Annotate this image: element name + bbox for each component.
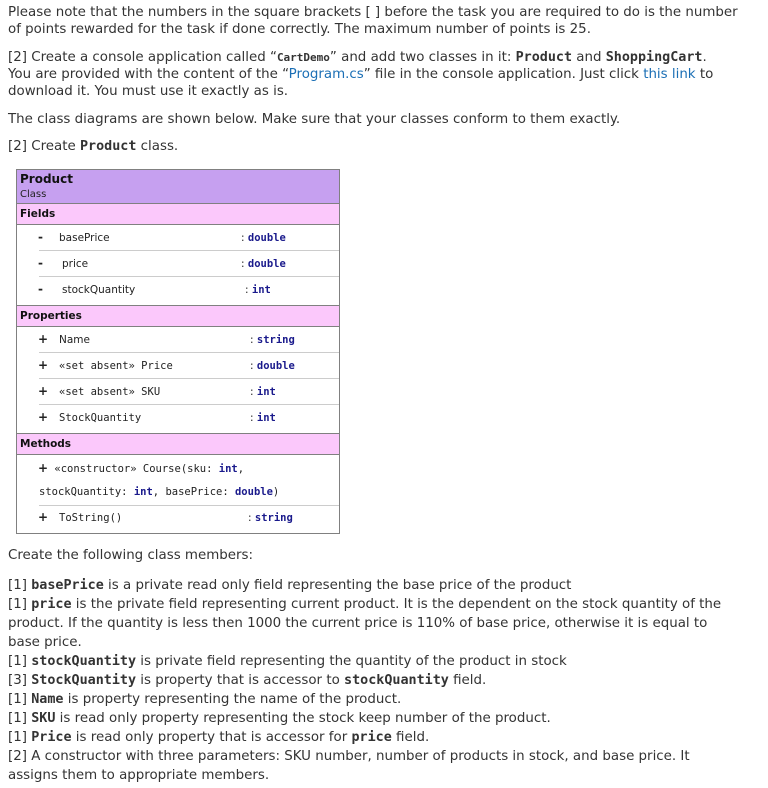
row-separator (39, 505, 339, 506)
field-name: stockQuantity (62, 284, 136, 296)
fields-section-header: Fields (17, 203, 339, 225)
constructor-line-1: + «constructor» Course(sku: int, (38, 461, 245, 475)
constructor-line-2: stockQuantity: int, basePrice: double) (39, 486, 280, 498)
row-separator (39, 250, 339, 251)
property-type: int (256, 386, 276, 398)
diagram-note: The class diagrams are shown below. Make sure that your classes conform to them exactly. (8, 112, 621, 127)
row-separator (39, 378, 339, 379)
method-row: + ToString() : string (38, 510, 293, 524)
property-type: double (256, 360, 295, 372)
class-name-shoppingcart: ShoppingCart (605, 50, 703, 65)
field-name: price (62, 258, 89, 270)
properties-section-header: Properties (17, 305, 339, 327)
class-name-product: Product (515, 50, 573, 65)
property-name: «set absent» SKU (59, 386, 161, 398)
property-type: string (256, 334, 295, 346)
members-intro: Create the following class members: (8, 548, 253, 563)
class-title: Product (20, 172, 73, 186)
class-subtitle: Class (20, 189, 47, 200)
intro-line-1: Please note that the numbers in the square brackets [ ] before the task you are required to do is the number (8, 5, 738, 20)
member-line: [1] SKU is read only property representing the stock keep number of the product. (8, 711, 551, 726)
field-row: - price : double (38, 256, 286, 270)
methods-section-header: Methods (17, 433, 339, 455)
member-line: [1] Price is read only property that is accessor for price field. (8, 730, 430, 745)
member-line: [1] price is the private field representing current product. It is the dependent on the stock quantity of the (8, 597, 722, 612)
member-line: assigns them to appropriate members. (8, 768, 270, 783)
row-separator (39, 404, 339, 405)
class-header (17, 170, 339, 204)
member-line: [3] StockQuantity is property that is accessor to stockQuantity field. (8, 673, 487, 688)
intro-line-2: of points rewarded for the task if done correctly. The maximum number of points is 25. (8, 22, 591, 37)
property-name: Name (59, 334, 90, 346)
member-line: [1] Name is property representing the name of the product. (8, 692, 402, 707)
field-type: double (247, 258, 286, 270)
field-type: double (247, 232, 286, 244)
member-line: [2] A constructor with three parameters: SKU number, number of products in stock, and base price. It (8, 749, 690, 764)
field-row: - basePrice : double (38, 230, 286, 244)
field-name: basePrice (59, 232, 110, 244)
download-link[interactable]: this link (643, 67, 696, 82)
class-name-product: Product (79, 139, 137, 154)
row-separator (39, 352, 339, 353)
property-row: + «set absent» SKU : int (38, 384, 276, 398)
property-name: StockQuantity (59, 412, 142, 424)
member-line: base price. (8, 635, 82, 650)
project-name: CartDemo (276, 51, 330, 64)
row-separator (39, 276, 339, 277)
task1-line-1: [2] Create a console application called “CartDemo” and add two classes in it: Product and ShoppingCart. (8, 50, 707, 65)
method-type: string (254, 512, 293, 524)
task1-line-3: download it. You must use it exactly as is. (8, 84, 289, 99)
product-class-diagram (16, 169, 340, 534)
task2-line: [2] Create Product class. (8, 139, 179, 154)
member-line: [1] stockQuantity is private field representing the quantity of the product in stock (8, 654, 567, 669)
field-type: int (251, 284, 271, 296)
property-name: «set absent» Price (59, 360, 173, 372)
field-row: - stockQuantity : int (38, 282, 271, 296)
member-line: product. If the quantity is less then 1000 the current price is 110% of base price, otherwise it is equal to (8, 616, 708, 631)
property-type: int (256, 412, 276, 424)
method-name: ToString() (59, 512, 123, 524)
property-row: + Name : string (38, 332, 295, 346)
task1-line-2: You are provided with the content of the “Program.cs” file in the console application. Just click this link to (8, 67, 714, 82)
property-row: + «set absent» Price : double (38, 358, 295, 372)
property-row: + StockQuantity : int (38, 410, 276, 424)
program-file-name: Program.cs (288, 67, 364, 82)
member-line: [1] basePrice is a private read only field representing the base price of the product (8, 578, 572, 593)
